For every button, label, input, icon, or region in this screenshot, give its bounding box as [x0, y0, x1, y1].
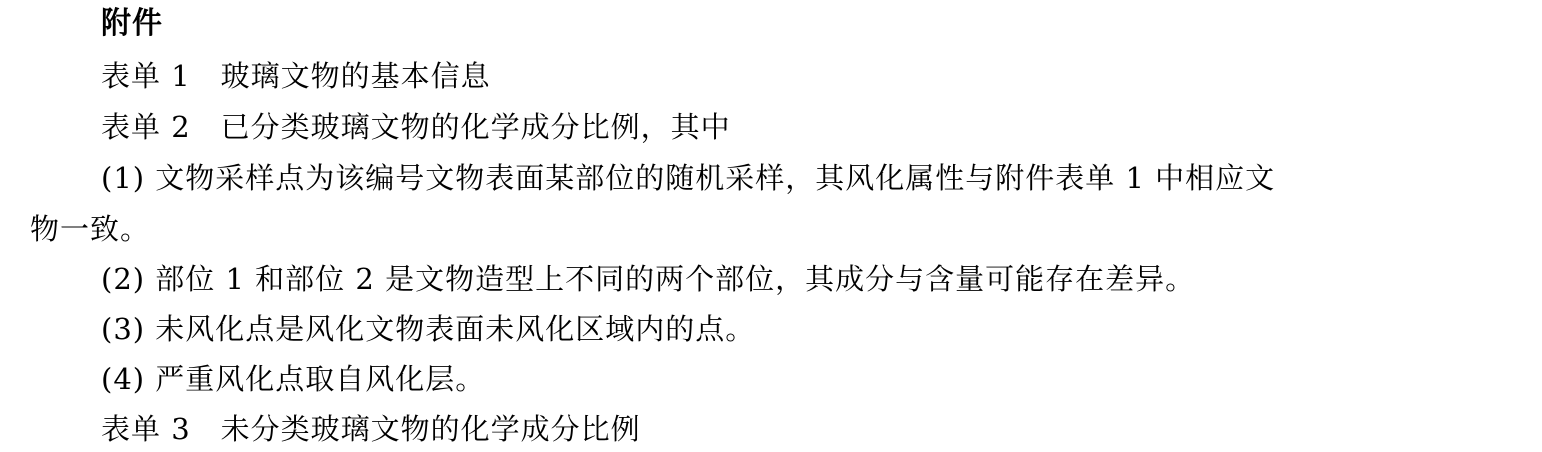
note-2-line: (2) 部位 1 和部位 2 是文物造型上不同的两个部位，其成分与含量可能存在差异。: [101, 262, 1196, 296]
note-3-line: (3) 未风化点是风化文物表面未风化区域内的点。: [101, 312, 756, 346]
attachment-heading: 附件: [101, 6, 163, 41]
form-2-line: 表单 2 已分类玻璃文物的化学成分比例，其中: [101, 110, 731, 144]
form-1-line: 表单 1 玻璃文物的基本信息: [101, 59, 491, 93]
form-3-line: 表单 3 未分类玻璃文物的化学成分比例: [101, 412, 641, 446]
note-1-continuation: 物一致。: [30, 212, 151, 246]
note-1-line: (1) 文物采样点为该编号文物表面某部位的随机采样，其风化属性与附件表单 1 中相应文: [101, 161, 1276, 195]
note-4-line: (4) 严重风化点取自风化层。: [101, 362, 486, 396]
